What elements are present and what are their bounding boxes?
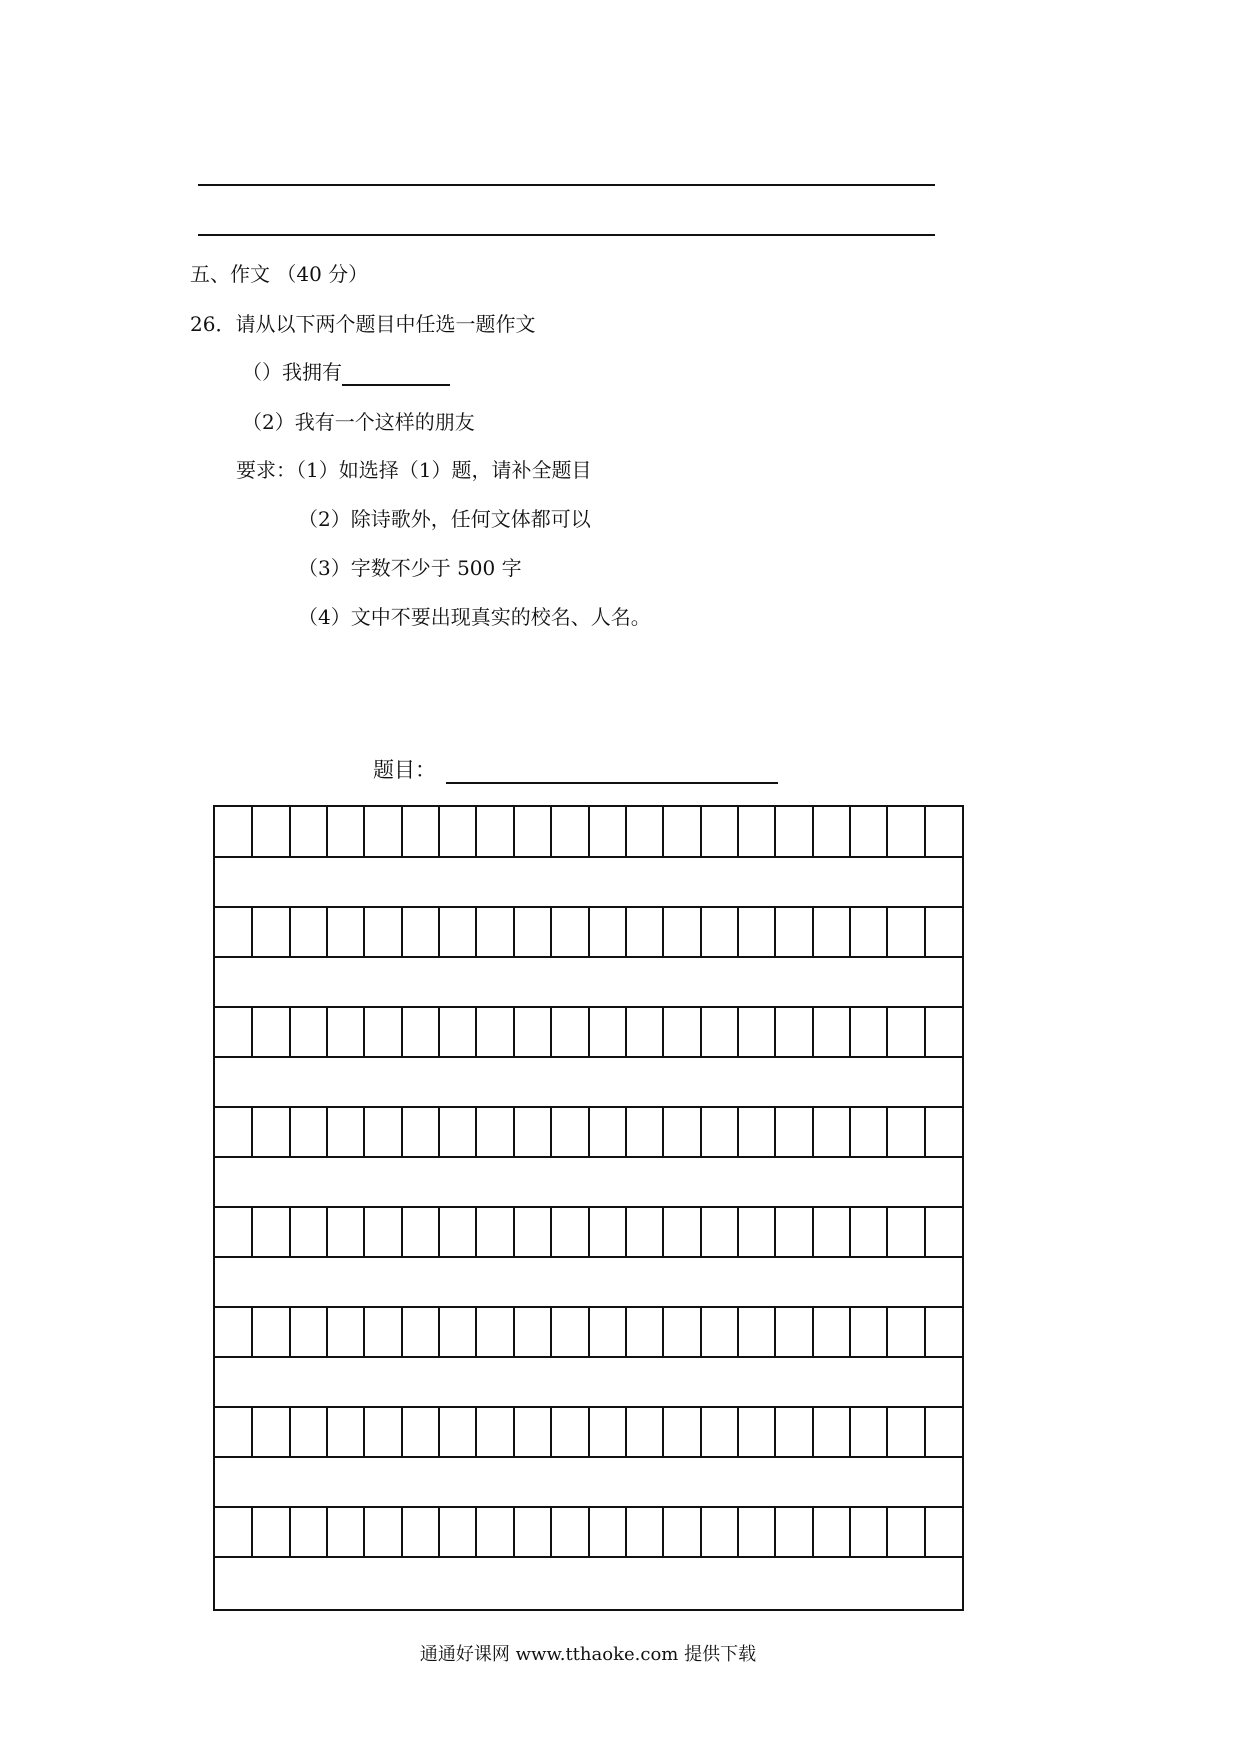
grid-cell-divider [401,1207,403,1257]
grid-cell-divider [438,1507,440,1557]
grid-cell-divider [363,1207,365,1257]
grid-cell-divider [774,1207,776,1257]
grid-cell-divider [326,1107,328,1157]
grid-cell-divider [550,1007,552,1057]
grid-row-divider [215,1356,962,1358]
grid-cell-divider [662,907,664,957]
grid-cell-divider [625,807,627,857]
grid-cell-divider [550,907,552,957]
grid-cell-divider [513,1107,515,1157]
grid-cell-divider [326,807,328,857]
grid-cell-divider [513,1307,515,1357]
requirement-1 [236,456,591,484]
grid-row[interactable] [215,1107,962,1157]
grid-cell-divider [737,907,739,957]
grid-cell-divider [251,1107,253,1157]
writing-grid[interactable] [213,805,964,1611]
option-1-blank[interactable] [342,362,450,386]
grid-cell-divider [401,907,403,957]
grid-cell-divider [326,1307,328,1357]
grid-cell-divider [550,1307,552,1357]
grid-cell-divider [774,1007,776,1057]
grid-cell-divider [774,907,776,957]
grid-cell-divider [700,1107,702,1157]
grid-cell-divider [401,1007,403,1057]
grid-cell-divider [363,1407,365,1457]
grid-cell-divider [662,1007,664,1057]
grid-cell-divider [886,1307,888,1357]
grid-cell-divider [849,1207,851,1257]
grid-cell-divider [737,1207,739,1257]
grid-cell-divider [251,807,253,857]
grid-cell-divider [924,1207,926,1257]
grid-cell-divider [886,1107,888,1157]
grid-row[interactable] [215,1507,962,1557]
grid-cell-divider [475,907,477,957]
grid-cell-divider [588,1407,590,1457]
composition-title-blank[interactable] [446,760,778,784]
page-footer: 通通好课网 www.tthaoke.com 提供下载 [419,1644,757,1665]
grid-cell-divider [401,1307,403,1357]
grid-row-divider [215,856,962,858]
grid-cell-divider [737,1507,739,1557]
grid-cell-divider [849,1107,851,1157]
grid-cell-divider [438,1107,440,1157]
grid-cell-divider [251,1207,253,1257]
grid-row[interactable] [215,1307,962,1357]
grid-cell-divider [251,1307,253,1357]
grid-cell-divider [289,1407,291,1457]
grid-cell-divider [513,907,515,957]
grid-cell-divider [251,1007,253,1057]
grid-row[interactable] [215,807,962,857]
grid-row[interactable] [215,1207,962,1257]
grid-cell-divider [924,1407,926,1457]
grid-cell-divider [401,1407,403,1457]
grid-cell-divider [774,1307,776,1357]
grid-cell-divider [774,1407,776,1457]
grid-cell-divider [849,1007,851,1057]
grid-row-divider [215,1256,962,1258]
grid-cell-divider [625,907,627,957]
grid-cell-divider [363,1307,365,1357]
grid-cell-divider [289,1507,291,1557]
grid-cell-divider [438,807,440,857]
option-2: （2）我有一个这样的朋友 [242,410,475,434]
grid-cell-divider [588,1007,590,1057]
grid-cell-divider [475,1007,477,1057]
grid-cell-divider [662,807,664,857]
grid-cell-divider [550,1507,552,1557]
requirement-4: （4）文中不要出现真实的校名、人名。 [298,605,651,629]
grid-row[interactable] [215,907,962,957]
question-prompt: 26．请从以下两个题目中任选一题作文 [190,312,536,336]
grid-cell-divider [886,1207,888,1257]
grid-cell-divider [513,1407,515,1457]
grid-cell-divider [401,1107,403,1157]
grid-cell-divider [326,1207,328,1257]
answer-line-1[interactable] [198,184,935,186]
grid-row-divider [215,1556,962,1558]
grid-cell-divider [886,907,888,957]
grid-cell-divider [886,1007,888,1057]
grid-cell-divider [588,1507,590,1557]
grid-cell-divider [363,1007,365,1057]
grid-cell-divider [924,1307,926,1357]
grid-cell-divider [326,907,328,957]
grid-cell-divider [924,1507,926,1557]
grid-cell-divider [513,807,515,857]
grid-cell-divider [438,1407,440,1457]
grid-cell-divider [849,1307,851,1357]
composition-title-label: 题目： [373,758,436,782]
grid-cell-divider [588,1207,590,1257]
grid-cell-divider [700,907,702,957]
grid-cell-divider [438,1207,440,1257]
grid-cell-divider [849,1507,851,1557]
grid-cell-divider [737,1007,739,1057]
grid-cell-divider [662,1207,664,1257]
grid-cell-divider [924,907,926,957]
grid-cell-divider [700,1407,702,1457]
grid-cell-divider [625,1107,627,1157]
grid-cell-divider [289,1107,291,1157]
grid-cell-divider [475,1407,477,1457]
grid-row[interactable] [215,1407,962,1457]
grid-cell-divider [588,1107,590,1157]
grid-cell-divider [812,1507,814,1557]
grid-cell-divider [812,1407,814,1457]
grid-cell-divider [289,1007,291,1057]
grid-cell-divider [326,1407,328,1457]
grid-cell-divider [849,907,851,957]
section-heading: 五、作文 （40 分） [190,262,369,286]
grid-cell-divider [625,1407,627,1457]
grid-cell-divider [363,907,365,957]
grid-cell-divider [662,1407,664,1457]
grid-cell-divider [737,1407,739,1457]
requirement-2: （2）除诗歌外，任何文体都可以 [298,507,591,531]
grid-cell-divider [662,1507,664,1557]
grid-cell-divider [550,807,552,857]
grid-cell-divider [475,1107,477,1157]
grid-row-divider [215,1156,962,1158]
grid-cell-divider [401,1507,403,1557]
grid-cell-divider [401,807,403,857]
grid-cell-divider [849,807,851,857]
grid-cell-divider [363,807,365,857]
grid-cell-divider [289,907,291,957]
grid-cell-divider [625,1207,627,1257]
grid-cell-divider [700,1207,702,1257]
grid-cell-divider [924,1007,926,1057]
grid-cell-divider [326,1507,328,1557]
grid-cell-divider [812,907,814,957]
grid-cell-divider [513,1207,515,1257]
grid-cell-divider [812,1207,814,1257]
grid-cell-divider [550,1407,552,1457]
grid-cell-divider [812,1107,814,1157]
grid-cell-divider [550,1107,552,1157]
grid-cell-divider [662,1307,664,1357]
grid-cell-divider [924,1107,926,1157]
grid-cell-divider [289,1307,291,1357]
grid-cell-divider [326,1007,328,1057]
grid-cell-divider [812,807,814,857]
grid-cell-divider [251,1507,253,1557]
grid-cell-divider [812,1007,814,1057]
grid-cell-divider [625,1507,627,1557]
grid-cell-divider [363,1107,365,1157]
grid-cell-divider [700,1507,702,1557]
requirement-1-text: （1）如选择（1）题，请补全题目 [296,458,592,482]
grid-row[interactable] [215,1007,962,1057]
grid-cell-divider [251,907,253,957]
grid-cell-divider [625,1007,627,1057]
grid-cell-divider [774,807,776,857]
grid-row-divider [215,1056,962,1058]
grid-cell-divider [438,1007,440,1057]
grid-cell-divider [513,1007,515,1057]
grid-cell-divider [588,907,590,957]
grid-row-divider [215,956,962,958]
grid-cell-divider [662,1107,664,1157]
grid-cell-divider [886,807,888,857]
grid-cell-divider [700,807,702,857]
grid-cell-divider [475,1207,477,1257]
grid-cell-divider [513,1507,515,1557]
grid-cell-divider [774,1507,776,1557]
grid-cell-divider [700,1307,702,1357]
requirements-label: 要求： [236,458,296,482]
grid-cell-divider [737,1307,739,1357]
grid-cell-divider [550,1207,552,1257]
grid-cell-divider [924,807,926,857]
grid-cell-divider [625,1307,627,1357]
option-1 [242,358,450,386]
grid-cell-divider [475,1307,477,1357]
composition-title-row [373,756,778,784]
grid-cell-divider [774,1107,776,1157]
grid-cell-divider [812,1307,814,1357]
grid-cell-divider [251,1407,253,1457]
grid-cell-divider [737,1107,739,1157]
grid-cell-divider [737,807,739,857]
grid-cell-divider [886,1407,888,1457]
grid-cell-divider [475,807,477,857]
option-1-label: （）我拥有 [242,360,342,384]
grid-cell-divider [849,1407,851,1457]
grid-cell-divider [289,807,291,857]
grid-cell-divider [475,1507,477,1557]
requirement-3: （3）字数不少于 500 字 [298,556,522,580]
grid-row-divider [215,1456,962,1458]
answer-line-2[interactable] [198,234,935,236]
grid-cell-divider [438,907,440,957]
grid-cell-divider [588,1307,590,1357]
grid-cell-divider [700,1007,702,1057]
grid-cell-divider [438,1307,440,1357]
grid-cell-divider [363,1507,365,1557]
grid-cell-divider [886,1507,888,1557]
grid-cell-divider [588,807,590,857]
grid-cell-divider [289,1207,291,1257]
